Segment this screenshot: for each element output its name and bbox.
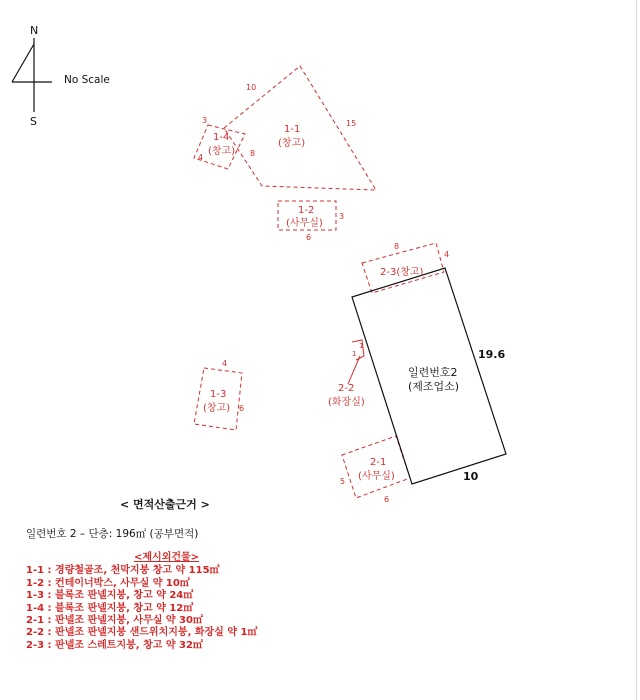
main-building-label: 일련번호2 xyxy=(408,366,458,379)
dim-1-2-right: 3 xyxy=(339,212,345,221)
dim-1-4-left: 4 xyxy=(198,153,204,162)
dim-1-1-top: 10 xyxy=(246,83,257,92)
building-1-4-use: (창고) xyxy=(208,146,236,157)
legend-item: 1-4 : 블록조 판넬지붕, 창고 약 12㎡ xyxy=(26,602,194,614)
dim-1-3-top: 4 xyxy=(222,359,228,368)
dim-2-3-top: 8 xyxy=(394,242,400,251)
building-1-3-id: 1-3 xyxy=(210,389,227,400)
building-2-1-id: 2-1 xyxy=(370,457,387,468)
scale-note: No Scale xyxy=(64,74,110,86)
building-1-3-use: (창고) xyxy=(203,403,231,414)
legend-item: 1-3 : 블록조 판넬지붕, 창고 약 24㎡ xyxy=(26,590,194,602)
dim-1-3-right: 6 xyxy=(239,404,245,413)
dim-1-1-right: 15 xyxy=(346,119,357,128)
legend-item: 2-3 : 판넬조 스레트지붕, 창고 약 32㎡ xyxy=(26,639,203,651)
legend-item: 1-2 : 컨테이너박스, 사무실 약 10㎡ xyxy=(26,577,190,589)
building-1-1-id: 1-1 xyxy=(284,124,301,135)
legend-item: 2-2 : 판넬조 판넬지붕 샌드위치지붕, 화장실 약 1㎡ xyxy=(26,627,258,639)
dim-1-2-bottom: 6 xyxy=(306,233,312,242)
north-arrow-icon xyxy=(12,38,52,112)
main-building-use: (제조업소) xyxy=(408,380,460,393)
dim-main-bottom: 10 xyxy=(463,470,479,483)
dim-2-1-bottom: 6 xyxy=(384,495,390,504)
building-1-4-id: 1-4 xyxy=(213,132,230,143)
building-2-2-use: (화장실) xyxy=(328,397,365,408)
building-1-2-use: (사무실) xyxy=(286,218,323,229)
dim-2-2-b: 1 xyxy=(352,350,357,358)
building-1-2-id: 1-2 xyxy=(298,205,315,216)
dim-2-3-right: 4 xyxy=(444,250,450,259)
building-1-1-use: (창고) xyxy=(278,138,306,149)
legend-item: 2-1 : 판넬조 판넬지붕, 사무실 약 30㎡ xyxy=(26,615,203,627)
compass-north-label: N xyxy=(30,24,39,37)
area-basis-line: 일련번호 2 – 단층: 196㎡ (공부면적) xyxy=(26,528,199,540)
dim-2-2-a: 1 xyxy=(359,342,364,350)
dim-1-1-left: 8 xyxy=(250,149,256,158)
dim-main-right: 19.6 xyxy=(478,348,506,361)
page-edge-divider xyxy=(636,0,637,700)
dim-1-4-top: 3 xyxy=(202,116,208,125)
building-2-1-use: (사무실) xyxy=(358,471,395,482)
legend-item: 1-1 : 경량철골조, 천막지붕 창고 약 115㎡ xyxy=(26,565,220,577)
legend-heading: <제시외건물> xyxy=(134,552,200,563)
dim-2-1-left: 5 xyxy=(340,477,346,486)
building-2-3-label: 2-3(창고) xyxy=(380,267,424,278)
building-2-2-id: 2-2 xyxy=(338,383,355,394)
area-basis-title: < 면적산출근거 > xyxy=(120,498,210,511)
compass-south-label: S xyxy=(30,115,37,128)
annex-legend xyxy=(26,552,257,652)
